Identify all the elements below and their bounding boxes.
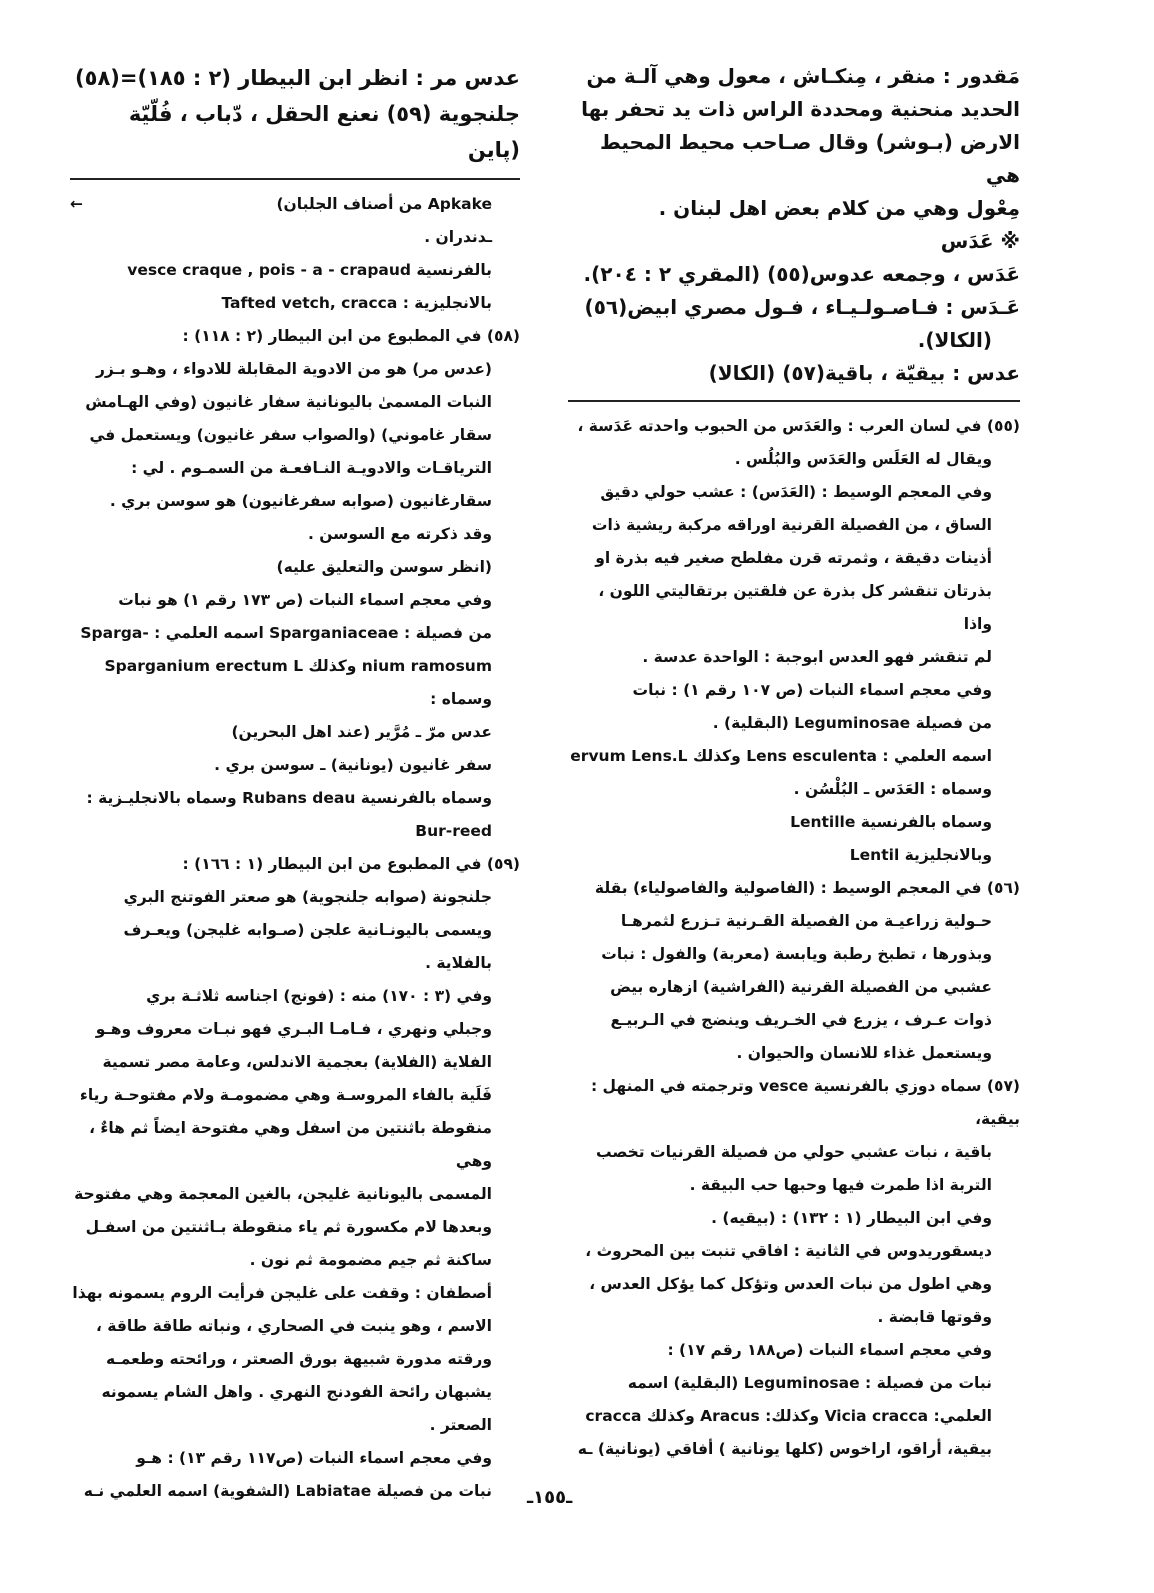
footnote-line: وقوتها قابضة . [877, 1308, 992, 1326]
footnote-line: نبات من فصيلة : Leguminosae (البقلية) اسمه [627, 1374, 992, 1392]
footnote-line: nium ramosum وكذلك Sparganium erectum L وسماه : [104, 657, 492, 708]
text-line: مِعْول وهي من كلام بعض اهل لبنان . [658, 196, 1020, 220]
footnote-line: وفي معجم اسماء النبات (ص ١٧٣ رقم ١) هو نبات [118, 591, 492, 609]
footnote-line: وبذورها ، تطبخ رطبة ويابسة (معربة) والفول : نبات [601, 945, 992, 963]
footnote-line: يشبهان رائحة الفودنج النهري . واهل الشام يسمونه [101, 1383, 492, 1401]
footnote-line: بالفرنسية vesce craque , pois - a - crapaud [127, 261, 492, 279]
footnote-line: (٥٧) سماه دوزي بالفرنسية vesce وترجمته في المنهل : بيقية، [590, 1077, 1020, 1128]
footnote-line: (٥٦) في المعجم الوسيط : (الفاصولية والفاصولياء) بقلة [594, 879, 1020, 897]
footnote-line: ويسمى باليونـانية علجن (صـوابه غليجن) ويعـرف [123, 921, 492, 939]
footnote-line: ويستعمل غذاء للانسان والحيوان . [736, 1044, 992, 1062]
footnote-line: سقارغانيون (صوابه سفرغانيون) هو سوسن بري . [109, 492, 492, 510]
footnote-line: بيقية، أراقو، اراخوس (كلها يونانية ) أفاقي (يونانية) ـه [577, 1440, 992, 1458]
footnote-line: وبالانجليزية Lentil [849, 846, 992, 864]
footnote-line: التربة اذا طمرت فيها وحبها حب البيقة . [689, 1176, 992, 1194]
footnote-line: أذينات دقيقة ، وثمرته قرن مفلطح صغير فيه بذرة او [595, 549, 992, 567]
footnote-line: بالانجليزية : Tafted vetch, cracca [221, 294, 492, 312]
footnote-line: ديسقوريدوس في الثانية : افاقي تنبت بين المحروث ، [585, 1242, 992, 1260]
left-main-text [70, 60, 520, 168]
footnote-line: Bur-reed [415, 822, 492, 840]
page-number: ـ١٥٥ـ [527, 1487, 573, 1508]
footnote-divider [70, 178, 520, 180]
footnote-line: العلمي: Vicia cracca وكذلك: Aracus وكذلك cracca [585, 1407, 992, 1425]
right-main-text [568, 60, 1020, 390]
text-line: الحديد منحنية ومحددة الراس ذات يد تحفر بها [581, 97, 1020, 121]
text-line: عَـدَس : فـاصـولـيـاء ، فـول مصري ابيض(٥٦) [584, 295, 1020, 319]
footnote-line: لم تنقشر فهو العدس ابوجبة : الواحدة عدسة . [642, 648, 992, 666]
text-line: جلنجوية (٥٩) نعنع الحقل ، دّباب ، فُلّيّة (پاين [128, 102, 520, 162]
footnote-line: ـدندران . [424, 228, 492, 246]
footnote-line: من فصيلة Leguminosae (البقلية) . [712, 714, 992, 732]
arrow-icon: ← [70, 195, 83, 213]
footnote-line: وسماه : العَدَس ـ البُلْسُن . [793, 780, 992, 798]
footnote-line: اسمه العلمي : Lens esculenta وكذلك ervum Lens.L [570, 747, 992, 765]
footnote-line: الصعتر . [429, 1416, 492, 1434]
footnote-line: وفي معجم اسماء النبات (ص١١٧ رقم ١٣) : هـو [136, 1449, 492, 1467]
footnote-line: الساق ، من الفصيلة القرنية اوراقه مركبة ريشية ذات [591, 516, 992, 534]
footnote-line: عشبي من الفصيلة القرنية (الفراشية) ازهاره بيض [610, 978, 992, 996]
footnote-line: ساكنة ثم جيم مضمومة ثم نون . [249, 1251, 492, 1269]
footnote-line: وفي معجم اسماء النبات (ص ١٠٧ رقم ١) : نبات [632, 681, 992, 699]
footnote-line [70, 188, 520, 221]
footnote-line: وجبلي ونهري ، فـامـا البـري فهو نبـات معروف وهـو [95, 1020, 492, 1038]
footnote-line: وفي ابن البيطار (١ : ١٣٢) : (بيقيه) . [711, 1209, 992, 1227]
footnote-line: النبات المسمىٰ باليونانية سفار غانيون (وفي الهـامش [85, 393, 492, 411]
footnote-line: (عدس مر) هو من الادوية المقابلة للادواء ، وهـو بـزر [95, 360, 492, 378]
footnote-line: وهي اطول من نبات العدس وتؤكل كما يؤكل العدس ، [589, 1275, 992, 1293]
footnote-line: وسماه بالفرنسية Lentille [790, 813, 992, 831]
text-line: (الكالا). [917, 328, 992, 352]
footnote-line: أصطفان : وقفت على غليجن فرأيت الروم يسمونه بهذا [72, 1284, 492, 1302]
footnote-line: وقد ذكرته مع السوسن . [307, 525, 492, 543]
footnote-line: (٥٥) في لسان العرب : والعَدَس من الحبوب واحدته عَدَسة ، [577, 417, 1020, 435]
right-column [568, 60, 1020, 1466]
footnote-line: الفلاية (الفلاية) بعجمية الاندلس، وعامة مصر تسمية [102, 1053, 492, 1071]
footnote-line: وفي المعجم الوسيط : (العَدَس) : عشب حولي دقيق [600, 483, 992, 501]
entry-heading: ※ عَدَس [940, 229, 1020, 253]
footnote-line: ذوات عـرف ، يزرع في الخـريف وينضج في الـربيـع [610, 1011, 992, 1029]
footnote-divider [568, 400, 1020, 402]
footnote-line: فَلَية بالفاء المروسـة وهي مضمومـة ولام مفتوحـة رياء [79, 1086, 492, 1104]
footnote-line: نبات من فصيلة Labiatae (الشفوية) اسمه العلمي نـه [83, 1482, 492, 1500]
left-footnotes [70, 188, 520, 1508]
footnote-line: منقوطة باثنتين من اسفل وهي مفتوحة ايضاً ثم هاءٌ ، وهي [89, 1119, 492, 1170]
footnote-line: سفر غانيون (يونانية) ـ سوسن بري . [214, 756, 492, 774]
text-line: عدس مر : انظر ابن البيطار (٢ : ١٨٥)=(٥٨) [75, 66, 520, 90]
right-footnotes [568, 410, 1020, 1466]
footnote-line: جلنجونة (صوابه جلنجوية) هو صعتر الفوتنج البري [123, 888, 492, 906]
footnote-line: (٥٨) في المطبوع من ابن البيطار (٢ : ١١٨) : [182, 327, 520, 345]
footnote-line: بذرتان تنقشر كل بذرة عن فلقتين برتقاليتي اللون ، واذا [598, 582, 992, 633]
footnote-line: المسمى باليونانية غليجن، بالغين المعجمة وهي مفتوحة [74, 1185, 492, 1203]
footnote-line: بالفلاية . [425, 954, 492, 972]
footnote-line: حـولية زراعيـة من الفصيلة القـرنية تـزرع لثمرهـا [620, 912, 992, 930]
text-line: عَدَس ، وجمعه عدوس(٥٥) (المقري ٢ : ٢٠٤). [583, 262, 1020, 286]
left-column [70, 60, 520, 1508]
footnote-line: (انظر سوسن والتعليق عليه) [276, 558, 492, 576]
footnote-line: الترياقـات والادويـة النـافعـة من السمـوم . لي : [131, 459, 492, 477]
text-line: عدس : بيقيّة ، باقية(٥٧) (الكالا) [708, 361, 1020, 385]
footnote-line: الاسم ، وهو ينبت في الصحاري ، ونباته طاقة طاقة ، [96, 1317, 492, 1335]
footnote-line: باقية ، نبات عشبي حولي من فصيلة القرنيات تخصب [595, 1143, 992, 1161]
footnote-text: Apkake من أصناف الجلبان) [276, 195, 492, 213]
footnote-line: وسماه بالفرنسية Rubans deau وسماه بالانجليـزية : [86, 789, 492, 807]
footnote-line: وفي معجم اسماء النبات (ص١٨٨ رقم ١٧) : [667, 1341, 992, 1359]
footnote-line: سقار غاموني) (والصواب سفر غانيون) ويستعمل في [89, 426, 492, 444]
footnote-line: وبعدها لام مكسورة ثم ياء منقوطة بـاثنتين من اسفـل [85, 1218, 492, 1236]
footnote-line: وفي (٣ : ١٧٠) منه : (فونج) اجناسه ثلاثـة بري [146, 987, 492, 1005]
text-line: مَقدور : منقر ، مِنكـاش ، معول وهي آلـة من [586, 64, 1020, 88]
footnote-line: (٥٩) في المطبوع من ابن البيطار (١ : ١٦٦) : [182, 855, 520, 873]
footnote-line: عدس مرّ ـ مُرَّير (عند اهل البحرين) [231, 723, 492, 741]
text-line: الارض (بـوشر) وقال صـاحب محيط المحيط هي [599, 130, 1020, 187]
footnote-line: من فصيلة : Sparganiaceae اسمه العلمي : -Sparga [80, 624, 492, 642]
footnote-line: ويقال له العَلَس والعَدَس والبُلُس . [734, 450, 992, 468]
footnote-line: ورقته مدورة شبيهة بورق الصعتر ، ورائحته وطعمـه [106, 1350, 492, 1368]
